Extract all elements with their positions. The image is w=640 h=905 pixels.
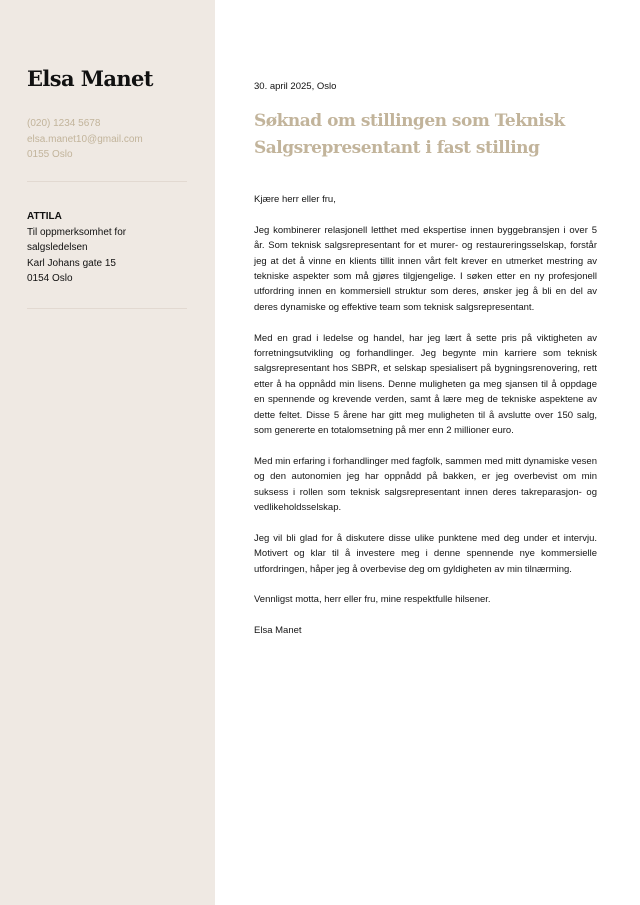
letter-paragraph: Jeg vil bli glad for å diskutere disse ulike punktene med deg under et intervju. Motivert og klar til å investere meg i denne spennende nye kommersielle utfordringen, håper jeg å overbevise deg om gyldigheten av min tilnærming.: [254, 532, 597, 575]
recipient-city: 0154 Oslo: [27, 273, 73, 284]
applicant-name: Elsa Manet: [27, 66, 153, 91]
letter-title: Søknad om stillingen som Teknisk Salgsrepresentant i fast stilling: [254, 111, 565, 158]
letter-date: 30. april 2025, Oslo: [254, 81, 337, 92]
divider: [27, 308, 187, 309]
contact-city: 0155 Oslo: [27, 149, 73, 160]
contact-email: elsa.manet10@gmail.com: [27, 133, 143, 145]
letter-paragraph: Med en grad i ledelse og handel, har jeg lært å sette pris på viktigheten av forretningsutvikling og forhandlinger. Jeg begynte min karriere som teknisk salgsrepresentant hos SBPR, et selskap spesialisert på bygningsrenovering, rett etter å ha oppnådd min lisens. Denne muligheten ga meg sjansen til å oppdage en spennende og krevende verden, samt å lære meg de tekniske aspektene av dette feltet. Disse 5 årene har gitt meg muligheten til å avslutte over 150 salg, som genererte en totalomsetning på mer enn 2 millioner euro.: [254, 332, 597, 437]
letter-signature: Elsa Manet: [254, 625, 302, 637]
recipient-attention: Til oppmerksomhet for salgsledelsen: [27, 226, 127, 253]
contact-phone: (020) 1234 5678: [27, 118, 101, 129]
letter-greeting: Kjære herr eller fru,: [254, 194, 336, 205]
letter-paragraph: Jeg kombinerer relasjonell letthet med ekspertise innen byggebransjen i over 5 år. Som teknisk salgsrepresentant for et murer- og restaureringsselskap, forstår jeg at det å vinne en klients tillit innen vårt felt krever en utmerket mestring av tekniske aspekter som må gjøres tilgjengelige. I søken etter en ny profesjonell utfordring innen en kommersiell struktur som deres, ønsker jeg å bli en del av deres dynamiske og effektive team som teknisk salgsrepresentant.: [254, 224, 597, 313]
divider: [27, 181, 187, 182]
letter-paragraph: Med min erfaring i forhandlinger med fagfolk, sammen med mitt dynamiske vesen og den autonomien jeg har oppnådd på bakken, er jeg overbevist om min suksess i rollen som teknisk salgsrepresentant innen deres takreparasjon- og vedlikeholdsselskap.: [254, 455, 597, 514]
letter-body: [254, 192, 597, 654]
sidebar: [0, 0, 215, 905]
letter-closing: Vennligst motta, herr eller fru, mine respektfulle hilsener.: [254, 594, 491, 606]
recipient-street: Karl Johans gate 15: [27, 257, 116, 269]
contact-info: [27, 116, 143, 163]
recipient-info: [27, 209, 187, 287]
recipient-company: ATTILA: [27, 211, 62, 222]
